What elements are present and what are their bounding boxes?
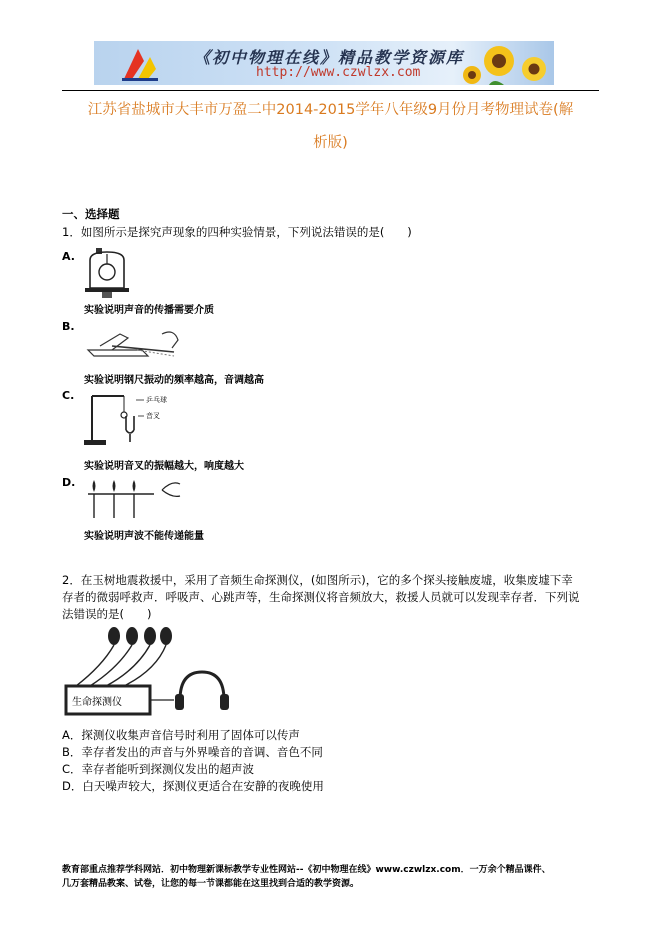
sunflower-icon (463, 46, 546, 85)
option-a-caption: 实验说明声音的传播需要介质 (84, 305, 214, 316)
ping-pong-label: 乒乓球 (146, 396, 167, 404)
option-d-label: D. (62, 476, 76, 489)
question-2-stem-line3: 法错误的是( ) (62, 607, 152, 621)
banner-url: http://www.czwlzx.com (256, 65, 421, 80)
section-heading: 一、选择题 (62, 207, 120, 221)
footer-line1: 教育部重点推荐学科网站．初中物理新课标教学专业性网站--《初中物理在线》www.czwlzx.com．一万余个精品课件、 (62, 865, 551, 875)
question-2-stem-line1: 2．在玉树地震救援中，采用了音频生命探测仪，(如图所示)，它的多个探头接触废墟，收集废墟下幸 (62, 573, 573, 587)
candle-figure (82, 472, 182, 522)
option-c-label: C. (62, 389, 75, 402)
steel-ruler-figure (82, 320, 182, 366)
option-b-caption: 实验说明钢尺振动的频率越高，音调越高 (84, 375, 264, 386)
question-2-option-d: D．白天噪声较大，探测仪更适合在安静的夜晚使用 (62, 779, 324, 793)
banner-title: 《初中物理在线》精品教学资源库 (194, 48, 465, 67)
header-banner (94, 41, 554, 85)
site-logo (122, 49, 158, 81)
question-2-option-a: A．探测仪收集声音信号时利用了固体可以传声 (62, 728, 300, 742)
question-2-option-b: B．幸存者发出的声音与外界噪音的音调、音色不同 (62, 745, 323, 759)
question-2-stem-line2: 存者的微弱呼救声．呼吸声、心跳声等，生命探测仪将音频放大，救援人员就可以发现幸存者．下列说 (62, 590, 580, 604)
document-title-line2: 析版) (313, 135, 348, 151)
option-a-label: A. (62, 250, 75, 263)
question-2-option-c: C．幸存者能听到探测仪发出的超声波 (62, 762, 255, 776)
header-divider (62, 90, 599, 91)
tuning-fork-label: 音叉 (146, 412, 160, 420)
document-title-line1: 江苏省盐城市大丰市万盈二中2014-2015学年八年级9月份月考物理试卷(解 (87, 102, 574, 118)
option-b-label: B. (62, 320, 75, 333)
option-d-caption: 实验说明声波不能传递能量 (84, 531, 204, 542)
question-1-stem: 1．如图所示是探究声现象的四种实验情景，下列说法错误的是( ) (62, 225, 412, 239)
option-c-caption: 实验说明音叉的振幅越大，响度越大 (84, 461, 244, 472)
footer-line2: 几万套精品教案、试卷，让您的每一节课都能在这里找到合适的教学资源。 (62, 879, 360, 889)
life-detector-label: 生命探测仪 (72, 697, 122, 708)
bell-jar-figure (82, 246, 132, 301)
